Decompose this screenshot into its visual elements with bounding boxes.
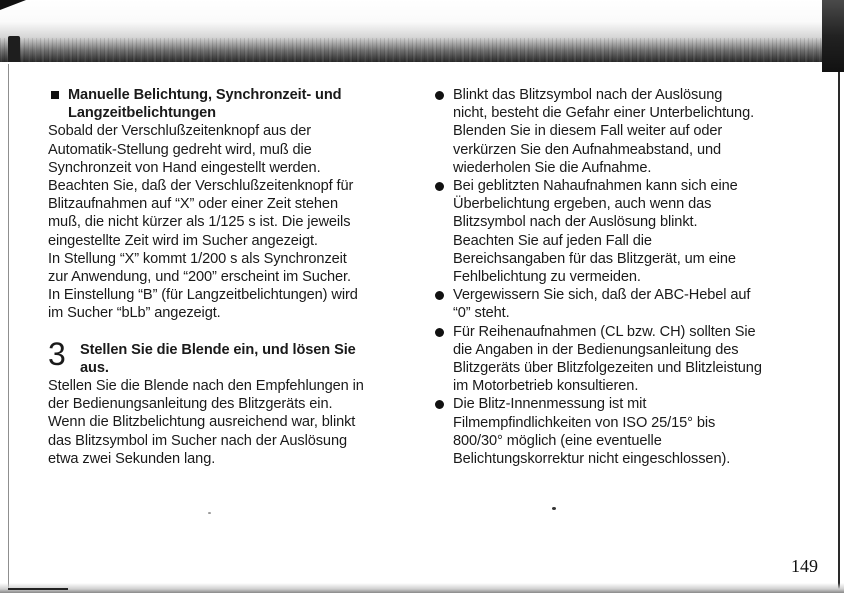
heading-line: Langzeitbelichtungen (68, 105, 216, 122)
note-line: Bereichsangaben für das Blitzgerät, um eine (453, 250, 736, 267)
note-line: “0” steht. (453, 305, 510, 322)
step-body-line: der Bedienungsanleitung des Blitzgeräts ein. (48, 396, 333, 413)
step-body-line: Wenn die Blitzbelichtung ausreichend war, blinkt (48, 414, 356, 431)
note-line: die Angaben in der Bedienungsanleitung des (453, 341, 739, 358)
step-title-line: Stellen Sie die Blende ein, und lösen Sie (80, 341, 356, 358)
note-line: Überbelichtung ergeben, auch wenn das (453, 196, 712, 213)
note-bullet-item (433, 286, 795, 322)
note-bullet-item (433, 86, 795, 177)
note-line: Blinkt das Blitzsymbol nach der Auslösung (453, 87, 723, 103)
body-line: In Stellung “X” kommt 1/200 s als Synchronzeit (48, 250, 347, 267)
step-body (48, 377, 406, 468)
section-heading (48, 86, 406, 122)
note-bullet-item (433, 177, 795, 286)
binding-tab (8, 36, 20, 62)
note-line: Beachten Sie auf jeden Fall die (453, 232, 652, 249)
page-number: 149 (791, 556, 818, 576)
bullet-dot-icon (435, 182, 444, 191)
step-body-line: das Blitzsymbol im Sucher nach der Auslösung (48, 432, 347, 449)
scan-speck (208, 512, 211, 514)
note-line: Die Blitz-Innenmessung ist mit (453, 396, 647, 413)
step-body-line: Stellen Sie die Blende nach den Empfehlungen in (48, 378, 364, 395)
note-line: Blitzsymbol nach der Auslösung blinkt. (453, 214, 698, 231)
note-line: Blenden Sie in diesem Fall weiter auf oder (453, 123, 723, 140)
step-body-line: etwa zwei Sekunden lang. (48, 450, 216, 467)
scan-left-line (8, 64, 9, 593)
note-line: Blitzgeräts über Blitzfolgezeiten und Blitzleistung (453, 360, 762, 377)
note-bullet-item (433, 323, 795, 396)
square-bullet-icon (51, 91, 59, 99)
note-line: Bei geblitzten Nahaufnahmen kann sich eine (453, 178, 738, 195)
note-line: nicht, besteht die Gefahr einer Unterbelichtung. (453, 105, 755, 122)
body-line: Sobald der Verschlußzeitenknopf aus der (48, 123, 312, 140)
step-number: 3 (48, 335, 66, 372)
body-line: eingestellte Zeit wird im Sucher angezeigt. (48, 232, 318, 249)
bullet-dot-icon (435, 400, 444, 409)
note-line: Fehlbelichtung zu vermeiden. (453, 269, 641, 286)
note-bullet-item (433, 395, 795, 468)
scan-bottom-corner (8, 588, 68, 590)
note-line: Belichtungskorrektur nicht eingeschlossen). (453, 451, 731, 468)
bullet-dot-icon (435, 328, 444, 337)
heading-line: Manuelle Belichtung, Synchronzeit- und (68, 87, 342, 103)
body-line: Automatik-Stellung gedreht wird, muß die (48, 141, 312, 158)
scan-bottom-band (0, 583, 844, 593)
scan-speck (552, 507, 556, 510)
scan-right-edge (822, 0, 844, 72)
bullet-dot-icon (435, 91, 444, 100)
body-line: Blitzaufnahmen auf “X” oder einer Zeit stehen (48, 196, 338, 213)
right-column (433, 86, 795, 468)
step-heading (48, 335, 406, 377)
note-line: Vergewissern Sie sich, daß der ABC-Hebel auf (453, 287, 751, 304)
body-line: In Einstellung “B” (für Langzeitbelichtungen) wird (48, 287, 358, 304)
note-line: Filmempfindlichkeiten von ISO 25/15° bis (453, 414, 716, 431)
scan-top-noise (0, 38, 844, 62)
note-line: 800/30° möglich (eine eventuelle (453, 432, 662, 449)
body-line: Synchronzeit von Hand eingestellt werden. (48, 159, 321, 176)
body-line: Beachten Sie, daß der Verschlußzeitenknopf für (48, 178, 354, 195)
step-title-line: aus. (80, 359, 109, 376)
note-line: Für Reihenaufnahmen (CL bzw. CH) sollten Sie (453, 323, 756, 340)
note-line: wiederholen Sie die Aufnahme. (453, 159, 652, 176)
bullet-dot-icon (435, 291, 444, 300)
body-line: zur Anwendung, und “200” erscheint im Sucher. (48, 269, 351, 286)
body-line: muß, die nicht kürzer als 1/125 s ist. Die jeweils (48, 214, 351, 231)
note-line: im Motorbetrieb konsultieren. (453, 378, 639, 395)
note-line: verkürzen Sie den Aufnahmeabstand, und (453, 141, 721, 158)
left-column (48, 86, 406, 468)
scan-right-line (838, 72, 840, 593)
section-body (48, 122, 406, 322)
body-line: im Sucher “bLb” angezeigt. (48, 305, 221, 322)
